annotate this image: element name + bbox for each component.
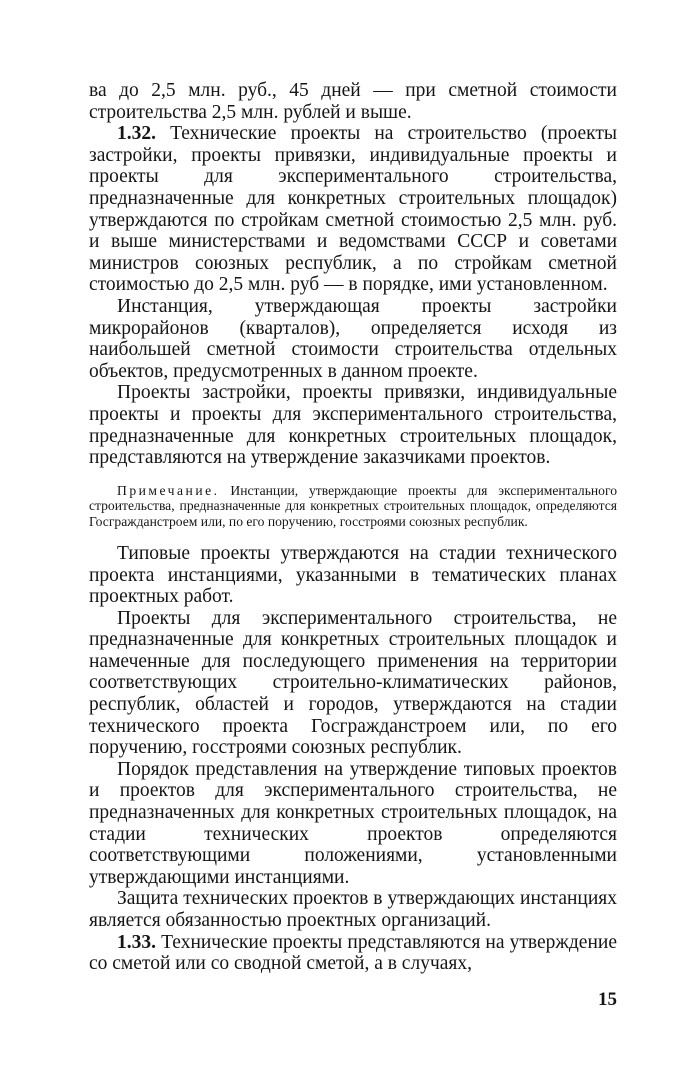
paragraph-text: ва до 2,5 млн. руб., 45 дней — при сметной стоимости строительства 2,5 млн. рублей и выше. [89, 80, 617, 123]
footnote-remark [89, 483, 617, 529]
paragraph-1-32 [89, 123, 617, 296]
paragraph-text: Проекты застройки, проекты привязки, индивидуальные проекты и проекты для экспериментального строительства, предназначенные для конкретных строительных площадок, представляются на утверждение заказчиками проектов. [89, 382, 617, 469]
paragraph-submission-order [89, 759, 617, 889]
paragraph-text: Инстанция, утверждающая проекты застройки микрорайонов (кварталов), определяется исходя из наибольшей сметной стоимости строительства отдельных объектов, предусмотренных в данном проекте. [89, 295, 617, 382]
section-number: 1.33. [117, 931, 156, 953]
document-page [89, 80, 617, 975]
note-text: Инстанции, утверждающие проекты для экспериментального строительства, предназначенные для конкретных строительных площадок, определяются Госгражданстроем или, по его поручению, госстроями союзных республик. [89, 482, 617, 529]
paragraph-text: Технические проекты представляются на утверждение со сметой или со сводной сметой, а в случаях, [89, 931, 617, 975]
paragraph-1-33 [89, 932, 617, 975]
paragraph-text: Защита технических проектов в утверждающих инстанциях является обязанностью проектных организаций. [89, 888, 617, 931]
note-label: Примечание. [117, 482, 220, 498]
paragraph-projects-submission [89, 382, 617, 468]
page-number: 15 [598, 989, 617, 1010]
paragraph-text: Порядок представления на утверждение типовых проектов и проектов для экспериментального строительства, не предназначенных для конкретных строительных площадок, на стадии технических проектов определяются соответствующими положениями, установленными утверждающими инстанциями. [89, 758, 617, 888]
paragraph-text: Технические проекты на строительство (проекты застройки, проекты привязки, индивидуальные проекты и проекты для экспериментального строительства, предназначенные для конкретных строительных площадок) утверждаются по стройкам сметной стоимостью 2,5 млн. руб. и выше министерствами и ведомствами СССР и советами министров союзных республик, а по стройкам сметной стоимостью до 2,5 млн. руб — в порядке, ими установленном. [89, 123, 617, 296]
paragraph-instance [89, 296, 617, 382]
paragraph-typical-projects [89, 543, 617, 608]
section-number: 1.32. [117, 123, 156, 145]
paragraph-text: Проекты для экспериментального строительства, не предназначенные для конкретных строительных площадок и намеченные для последующего применения на территории соответствующих строительно-климатических районов, республик, областей и городов, утверждаются на стадии технического проекта Госгражданстроем или, по его поручению, госстроями союзных республик. [89, 607, 617, 759]
paragraph-experimental-projects [89, 608, 617, 759]
paragraph-continuation [89, 80, 617, 123]
paragraph-defense [89, 888, 617, 931]
paragraph-text: Типовые проекты утверждаются на стадии технического проекта инстанциями, указанными в тематических планах проектных работ. [89, 542, 617, 608]
